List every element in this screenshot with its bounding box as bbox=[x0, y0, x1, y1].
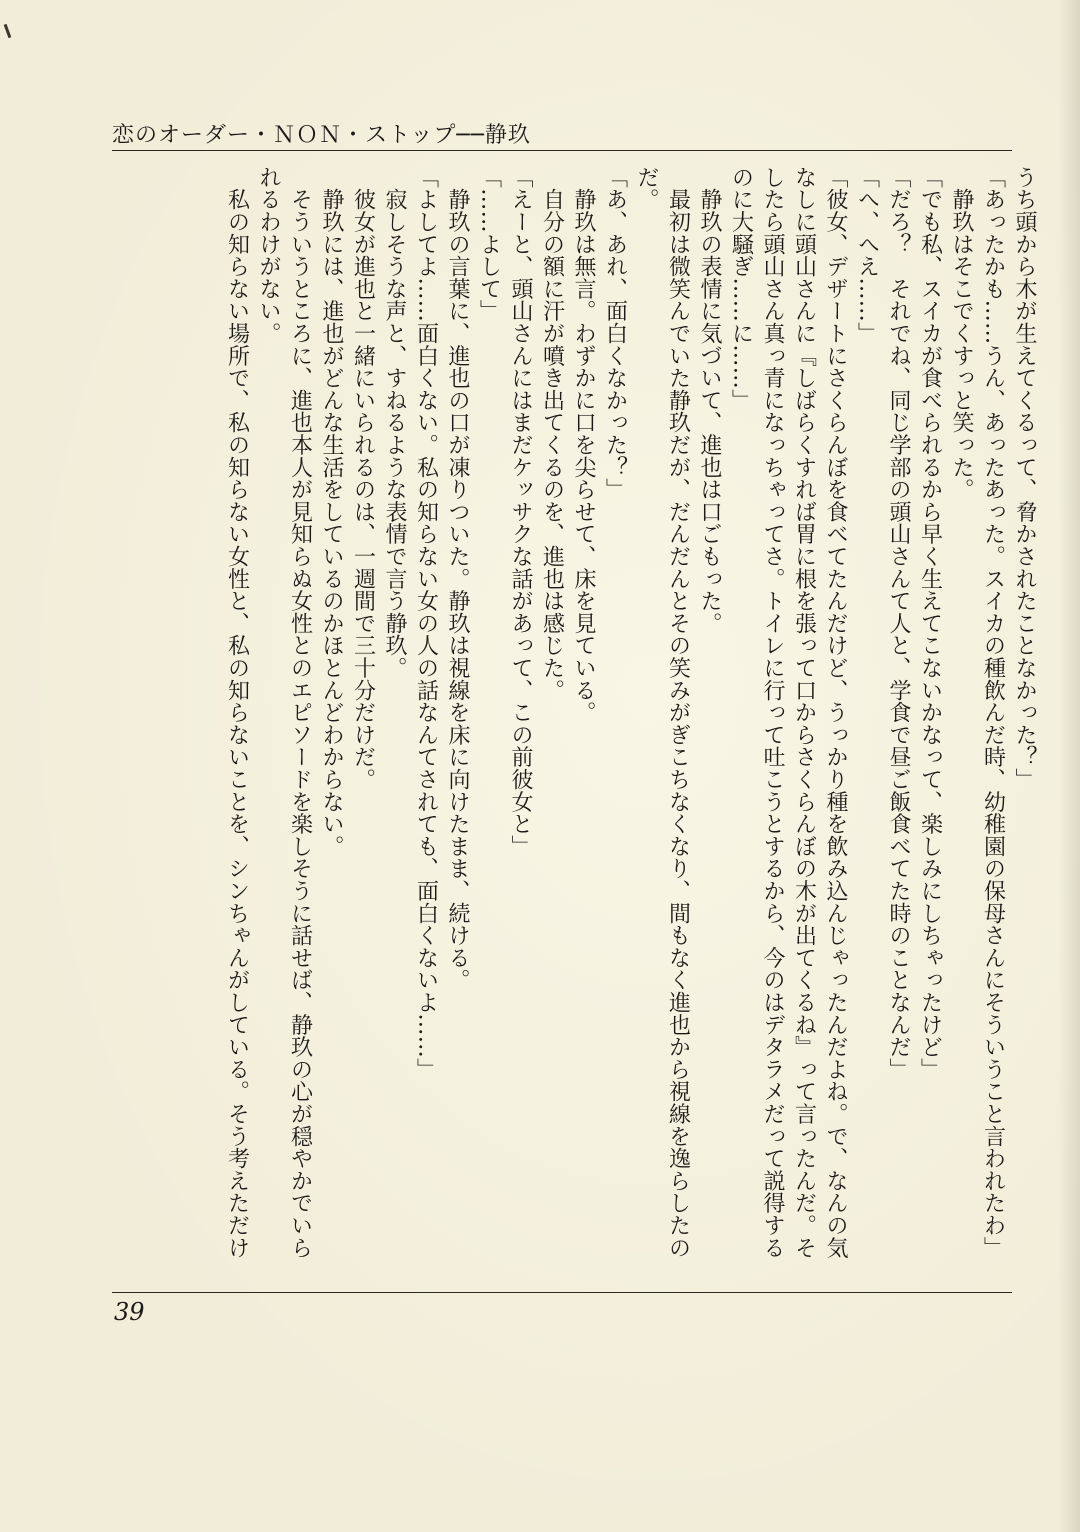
header-rule bbox=[112, 150, 1012, 151]
text-line: なしに頭山さんに『しばらくすれば胃に根を張って口からさくらんぼの木が出てくるね』って言ったんだ。そ bbox=[791, 166, 817, 1259]
text-line: 自分の額に汗が噴き出てくるのを、進也は感じた。 bbox=[539, 166, 565, 702]
text-line: 静玖はそこでくすっと笑った。 bbox=[949, 166, 974, 501]
binding-shadow bbox=[1058, 0, 1080, 1532]
footer-rule bbox=[112, 1292, 1012, 1293]
text-line: 私の知らない場所で、私の知らない女性と、私の知らないことを、シンちゃんがしている。そう考えただけ bbox=[224, 166, 250, 1259]
text-line: 「へ、へえ……」 bbox=[854, 166, 880, 345]
text-line: れるわけがない。 bbox=[256, 166, 281, 345]
text-line: だ。 bbox=[634, 166, 659, 211]
text-line: 「あ、あれ、面白くなかった？」 bbox=[602, 166, 628, 501]
page-number: 39 bbox=[114, 1298, 145, 1326]
text-line: 「彼女、デザートにさくらんぼを食べてたんだけど、うっかり種を飲み込んじゃったんだよね。で、なんの気 bbox=[823, 166, 848, 1259]
text-line: 「えーと、頭山さんにはまだケッサクな話があって、この前彼女と」 bbox=[508, 166, 533, 858]
text-line: 彼女が進也と一緒にいられるのは、一週間で三十分だけだ。 bbox=[350, 166, 376, 791]
text-line: したら頭山さん真っ青になっちゃってさ。トイレに行って吐こうとするから、今のはデタラメだって説得する bbox=[760, 166, 785, 1259]
text-line: 「よしてよ……面白くない。私の知らない女の人の話なんてされても、面白くないよ……」 bbox=[413, 166, 439, 1081]
text-line: 「でも私、スイカが食べられるから早く生えてこないかなって、楽しみにしちゃったけど」 bbox=[917, 166, 943, 1081]
body-text bbox=[100, 166, 1040, 1280]
text-line: 静玖には、進也がどんな生活をしているのかほとんどわからない。 bbox=[319, 166, 344, 858]
text-line: 静玖の言葉に、進也の口が凍りついた。静玖は視線を床に向けたまま、続ける。 bbox=[445, 166, 470, 992]
text-line: 「だろ？ それでね、同じ学部の頭山さんて人と、学食で昼ご飯食べてた時のことなんだ」 bbox=[886, 166, 911, 1081]
text-line: 寂しそうな声と、すねるような表情で言う静玖。 bbox=[382, 166, 407, 679]
scan-mark bbox=[4, 24, 12, 38]
text-line: のに大騒ぎ……に……」 bbox=[728, 166, 754, 412]
text-line: 「……よして」 bbox=[476, 166, 502, 323]
text-line: うち頭から木が生えてくるって、脅かされたことなかった？」 bbox=[1012, 166, 1037, 791]
text-line: 「あったかも……うん、あったあった。スイカの種飲んだ時、幼稚園の保母さんにそういうこと言われたわ」 bbox=[980, 166, 1006, 1259]
text-line: 静玖は無言。わずかに口を尖らせて、床を見ている。 bbox=[571, 166, 596, 724]
running-title: 恋のオーダー・ＮＯＮ・ストップ──静玖 bbox=[112, 123, 531, 148]
text-line: 静玖の表情に気づいて、進也は口ごもった。 bbox=[697, 166, 722, 635]
text-line: 最初は微笑んでいた静玖だが、だんだんとその笑みがぎこちなくなり、間もなく進也から視線を逸らしたの bbox=[665, 166, 691, 1259]
text-line: そういうところに、進也本人が見知らぬ女性とのエピソードを楽しそうに話せば、静玖の心が穏やかでいら bbox=[287, 166, 313, 1259]
